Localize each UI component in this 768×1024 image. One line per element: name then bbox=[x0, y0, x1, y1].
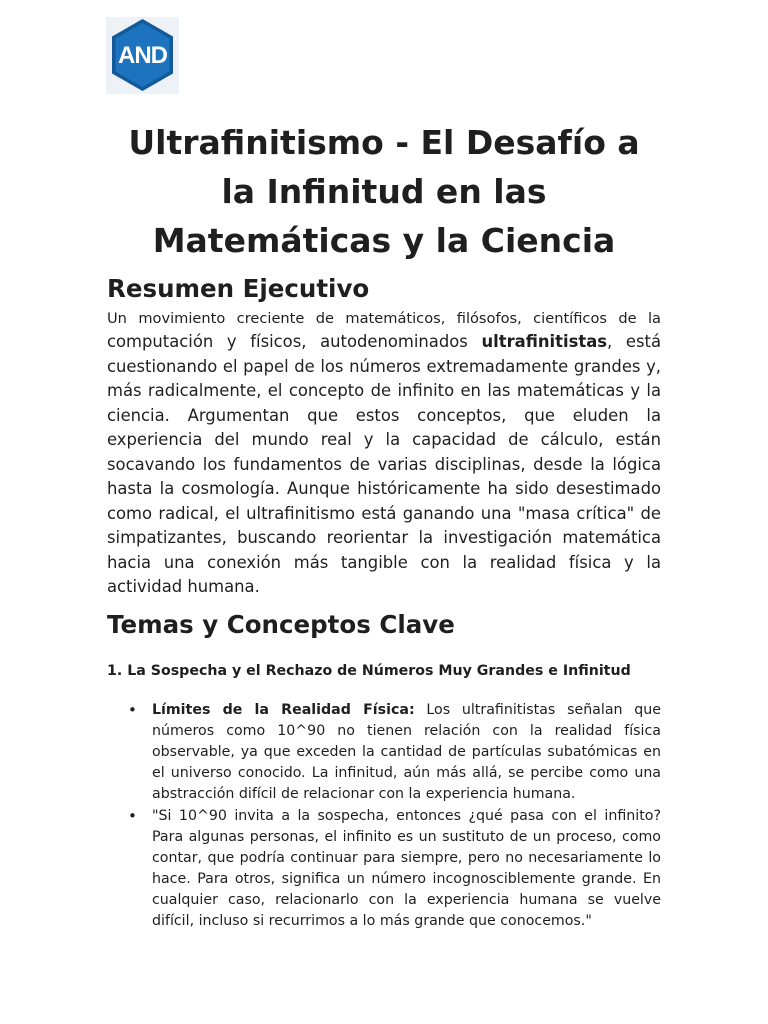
list-item-text: "Si 10^90 invita a la sospecha, entonces ¿qué pasa con el infinito? Para algunas personas, el infinito es un sustituto de un proceso, como contar, que podría continuar para siempre, pero no necesariamente lo hace. Para otros, significa un número incognosciblemente grande. En cualquier caso, relacionarlo con la experiencia humana se vuelve difícil, incluso si recurrimos a lo más grande que conocemos." bbox=[152, 808, 661, 929]
document-title: Ultrafinitismo - El Desafío a la Infinitud en las Matemáticas y la Ciencia bbox=[128, 123, 640, 260]
section-heading-resumen: Resumen Ejecutivo bbox=[107, 274, 370, 303]
section-heading-temas: Temas y Conceptos Clave bbox=[107, 610, 455, 639]
list-item-bold: Límites de la Realidad Física: bbox=[152, 702, 415, 718]
subsection-heading: 1. La Sospecha y el Rechazo de Números Muy Grandes e Infinitud bbox=[107, 663, 631, 679]
list-item bbox=[128, 700, 661, 805]
summary-bold-term: ultrafinitistas bbox=[481, 332, 608, 351]
bullet-icon: • bbox=[128, 807, 137, 825]
summary-paragraph bbox=[107, 330, 661, 600]
hexagon-logo-icon bbox=[106, 17, 179, 94]
summary-text-before: computación y físicos, autodenominados bbox=[107, 332, 482, 351]
bullet-list bbox=[128, 700, 661, 932]
summary-text-after: , está cuestionando el papel de los números extremadamente grandes y, más radicalmente, el concepto de infinito en las matemáticas y la ciencia. Argumentan que estos conceptos, que eluden la experiencia del mundo real y la capacidad de cálculo, están socavando los fundamentos de varias disciplinas, desde la lógica hasta la cosmología. Aunque históricamente ha sido desestimado como radical, el ultrafinitismo está ganando una "masa crítica" de simpatizantes, buscando reorientar la investigación matemática hacia una conexión más tangible con la realidad física y la actividad humana. bbox=[107, 332, 661, 596]
logo bbox=[106, 17, 179, 94]
list-item bbox=[128, 806, 661, 932]
logo-text: AND bbox=[118, 42, 167, 69]
list-item-text: Los ultrafinitistas señalan que números como 10^90 no tienen relación con la realidad física observable, ya que exceden la cantidad de partículas subatómicas en el universo conocido. La infinitud, aún más allá, se percibe como una abstracción difícil de relacionar con la experiencia humana. bbox=[152, 702, 661, 802]
bullet-icon: • bbox=[128, 701, 137, 719]
lead-first-line: Un movimiento creciente de matemáticos, filósofos, científicos de la bbox=[107, 310, 661, 327]
